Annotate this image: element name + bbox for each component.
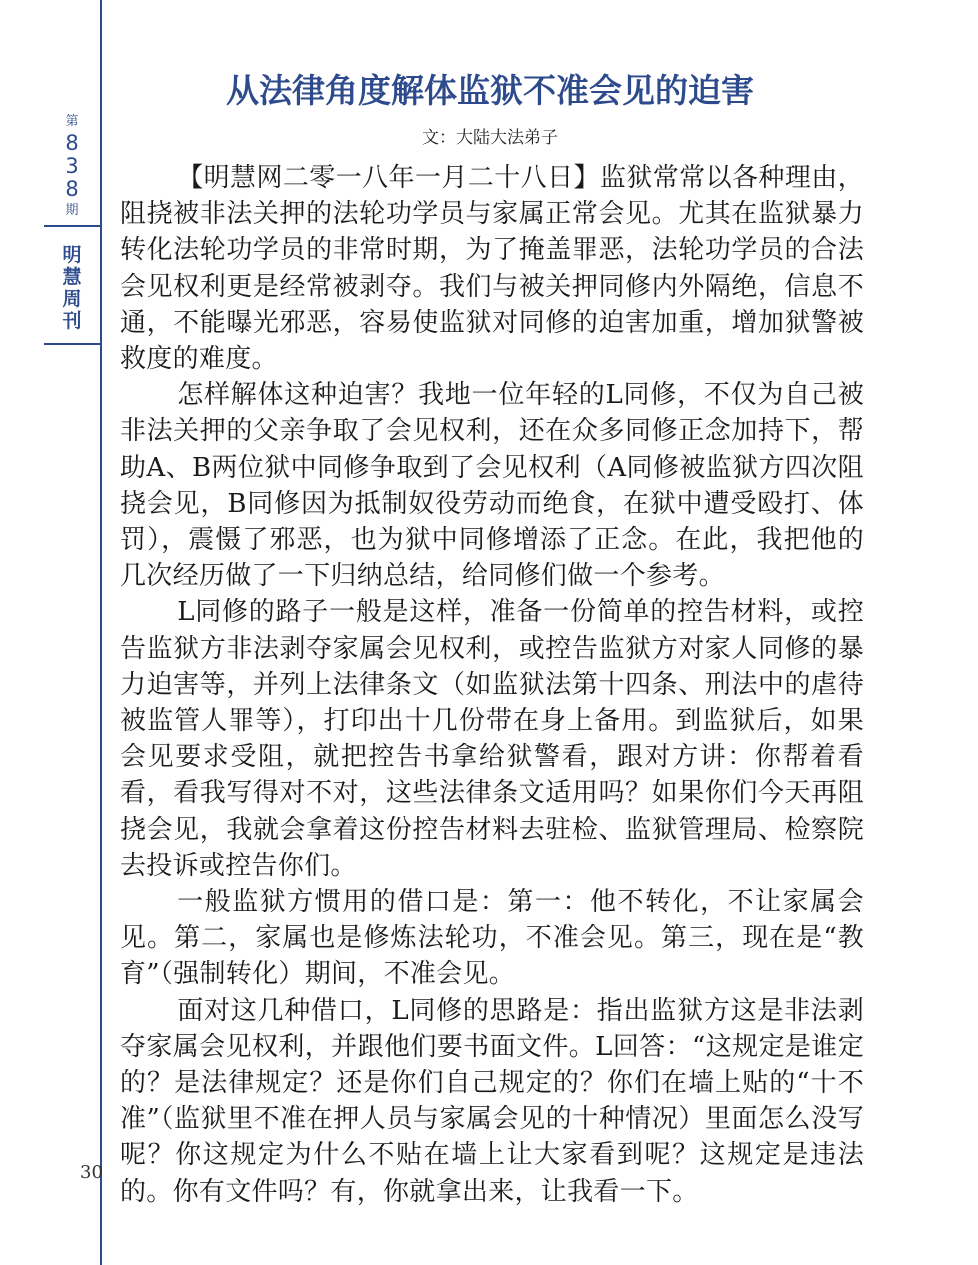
paragraph: L同修的路子一般是这样，准备一份简单的控告材料，或控告监狱方非法剥夺家属会见权利，或控告监狱方对家人同修的暴力迫害等，并列上法律条文（如监狱法第十四条、刑法中的虐待被监管人罪等），打印出十几份带在身上备用。到监狱后，如果会见要求受阻，就把控告书拿给狱警看，跟对方讲：你帮着看看，看我写得对不对，这些法律条文适用吗？如果你们今天再阻挠会见，我就会拿着这份控告材料去驻检、监狱管理局、检察院去投诉或控告你们。 (120, 597, 864, 881)
brand-char: 明 (62, 244, 82, 266)
paragraph: 面对这几种借口，L同修的思路是：指出监狱方这是非法剥夺家属会见权利，并跟他们要书面文件。L回答：“这规定是谁定的？是法律规定？还是你们自己规定的？你们在墙上贴的“十不准”（监狱里不准在押人员与家属会见的十种情况）里面怎么没写呢？你这规定为什么不贴在墙上让大家看到呢？这规定是违法的。你有文件吗？有，你就拿出来，让我看一下。 (120, 995, 864, 1207)
issue-digit: 3 (65, 154, 79, 178)
paragraph: 【明慧网二零一八年一月二十八日】监狱常常以各种理由，阻挠被非法关押的法轮功学员与家属正常会见。尤其在监狱暴力转化法轮功学员的非常时期，为了掩盖罪恶，法轮功学员的合法会见权利更是经常被剥夺。我们与被关押同修内外隔绝，信息不通，不能曝光邪恶，容易使监狱对同修的迫害加重，增加狱警被救度的难度。 (120, 163, 864, 375)
brand-char: 慧 (62, 266, 82, 288)
issue-digit: 8 (65, 131, 79, 155)
issue-number-badge (44, 0, 100, 227)
margin-rule-line (100, 0, 102, 1265)
issue-prefix: 第 (65, 114, 79, 129)
issue-digit: 8 (65, 177, 79, 201)
publication-name (44, 230, 100, 345)
brand-char: 刊 (62, 310, 82, 332)
page-number: 30 (80, 1162, 103, 1183)
article-body (120, 160, 864, 1210)
paragraph: 怎样解体这种迫害？我地一位年轻的L同修，不仅为自己被非法关押的父亲争取了会见权利，还在众多同修正念加持下，帮助A、B两位狱中同修争取到了会见权利（A同修被监狱方四次阻挠会见，B同修因为抵制奴役劳动而绝食，在狱中遭受殴打、体罚），震慑了邪恶，也为狱中同修增添了正念。在此，我把他的几次经历做了一下归纳总结，给同修们做一个参考。 (120, 380, 864, 592)
issue-suffix: 期 (65, 203, 79, 218)
paragraph: 一般监狱方惯用的借口是：第一：他不转化，不让家属会见。第二，家属也是修炼法轮功，不准会见。第三，现在是“教育”（强制转化）期间，不准会见。 (120, 887, 864, 990)
brand-char: 周 (62, 288, 82, 310)
article-title: 从法律角度解体监狱不准会见的迫害 (226, 71, 754, 110)
article-author: 文：大陆大法弟子 (422, 128, 558, 148)
